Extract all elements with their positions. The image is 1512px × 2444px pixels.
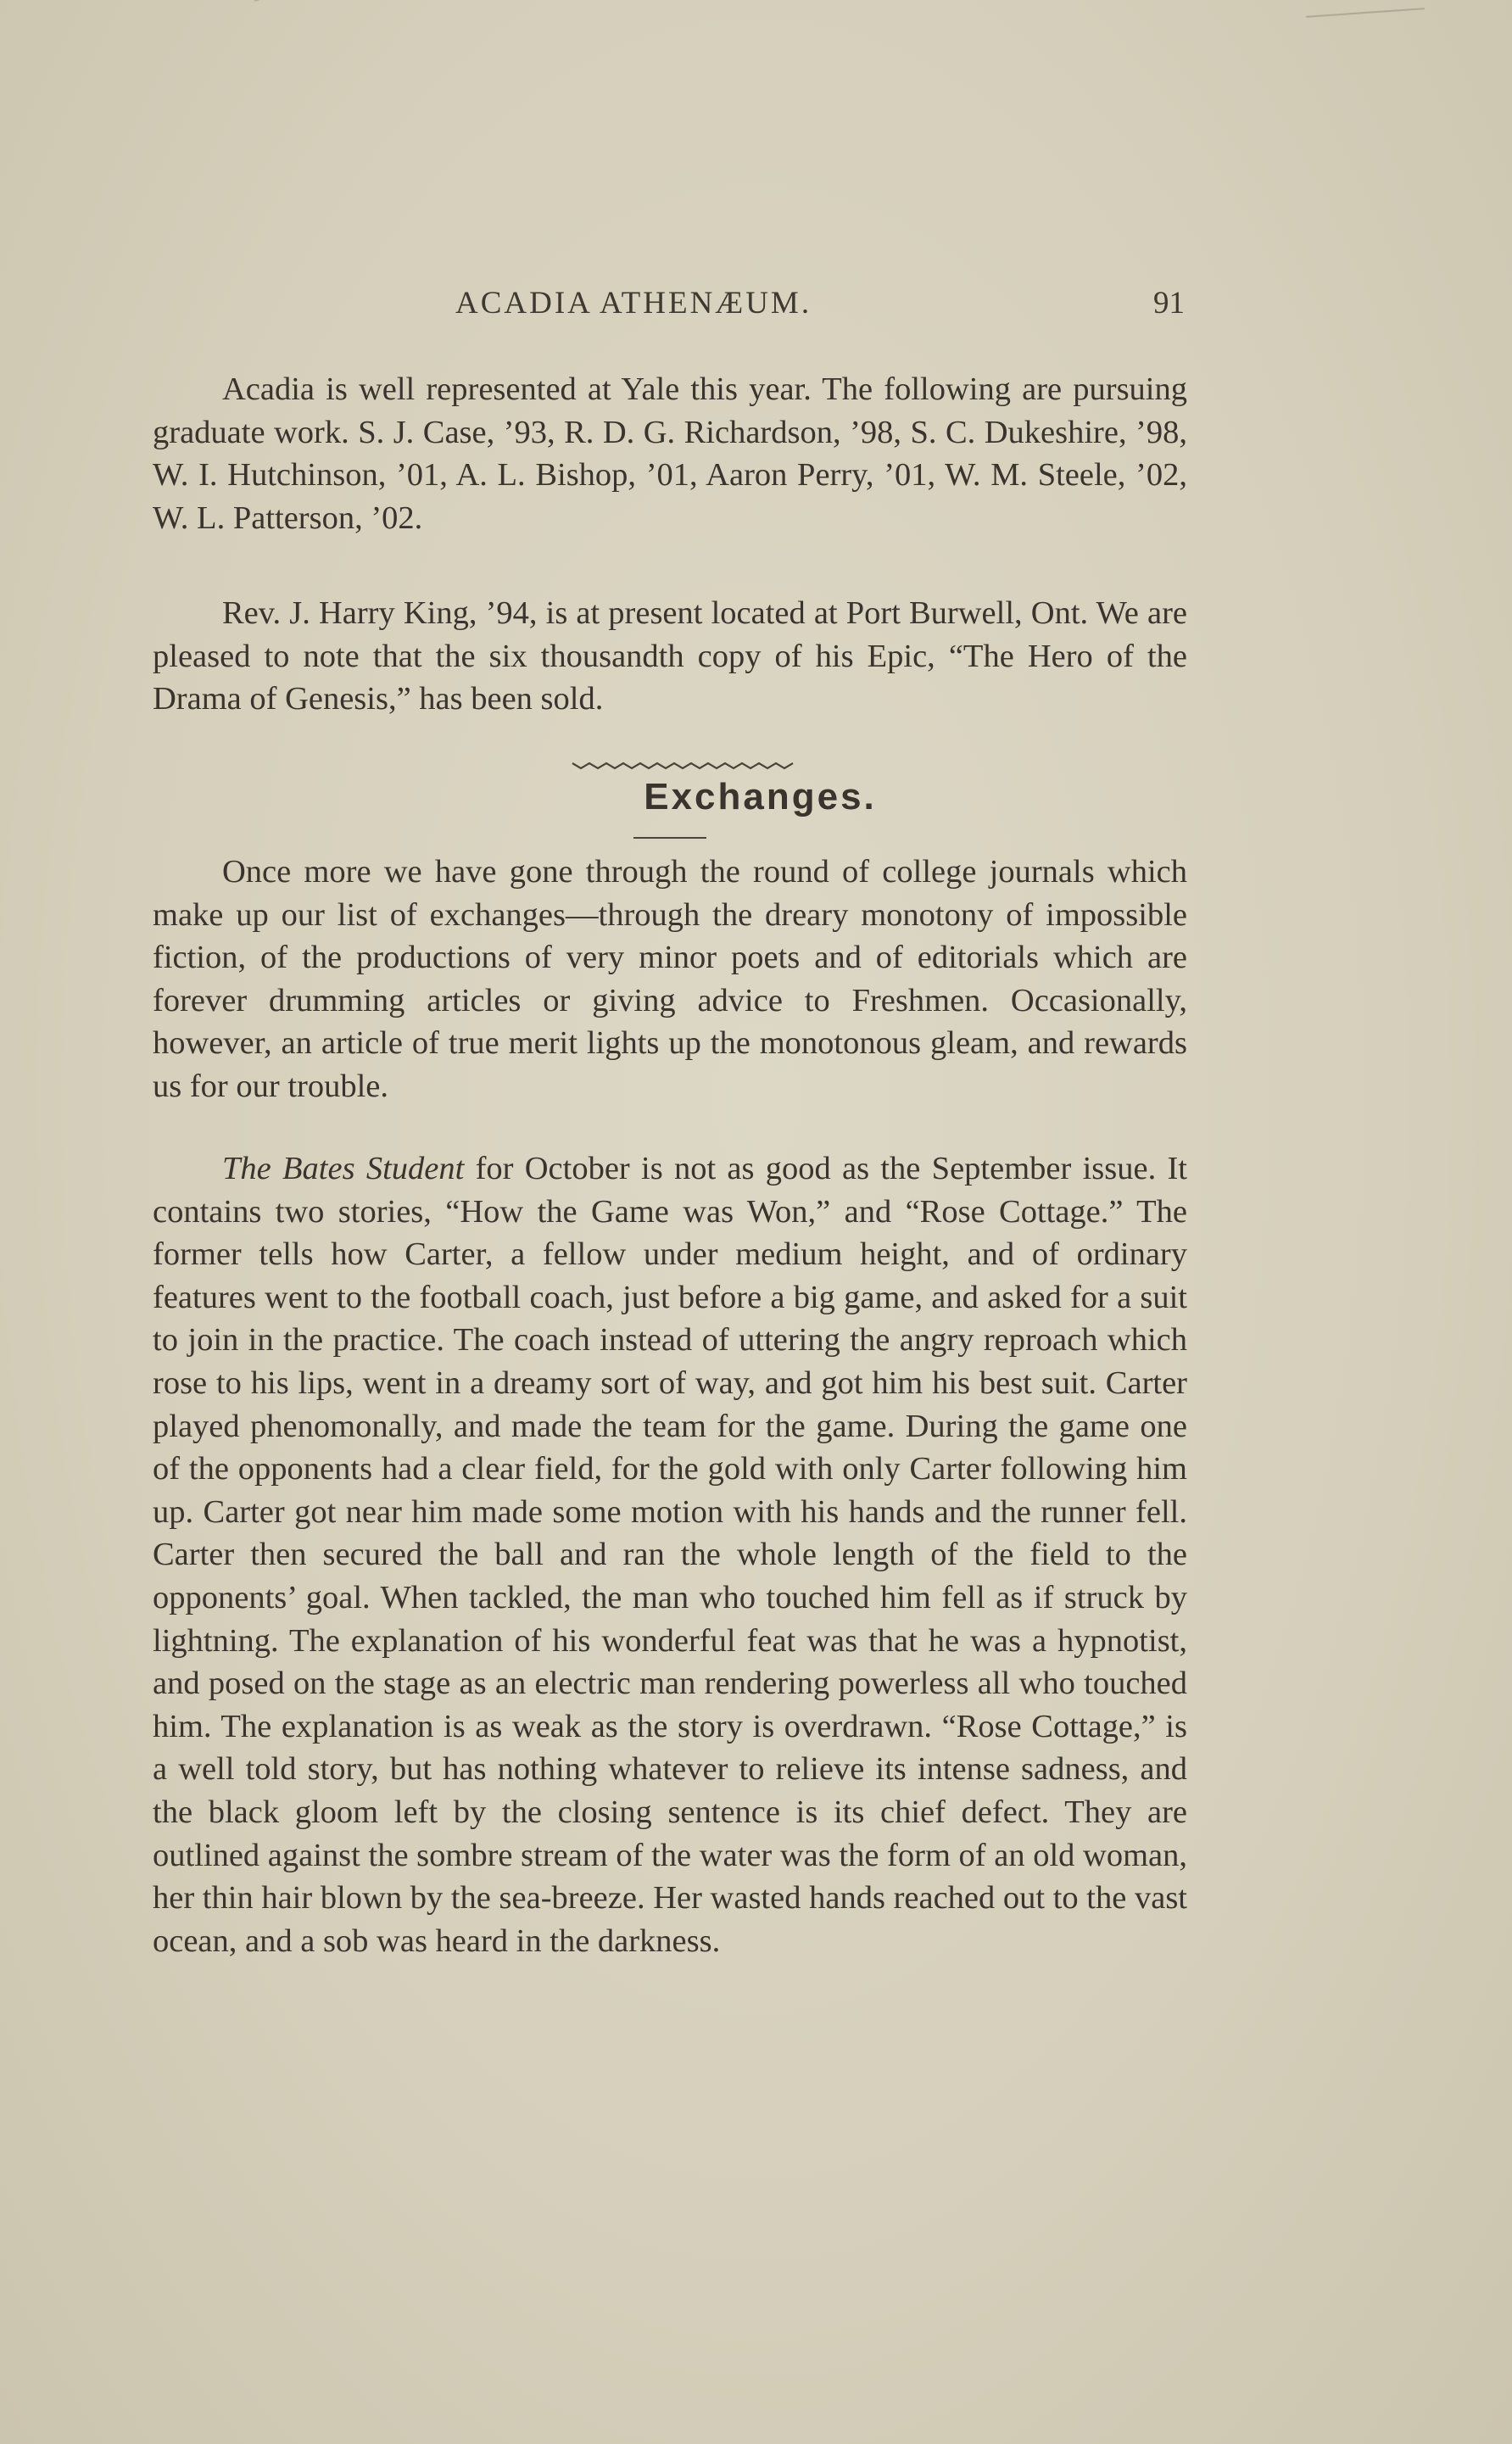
exchanges-paragraph-bates-student-text: for October is not as good as the September issue. It contains two stories, “How the Game was Won,” and “Rose Cottage.” The former tells how Carter, a fellow under medium height, and of ordinary features went to the football coach, just before a big game, and asked for a suit to join in the practice. The coach instead of uttering the angry reproach which rose to his lips, went in a dreamy sort of way, and got him his best suit. Carter played phenomonally, and made the team for the game. During the game one of the opponents had a clear field, for the gold with only Carter following him up. Carter got near him made some motion with his hands and the runner fell. Carter then secured the ball and ran the whole length of the field to the opponents’ goal. When tackled, the man who touched him fell as if struck by lightning. The explanation of his wonderful feat was that he was a hypnotist, and posed on the stage as an electric man rendering powerless all who touched him. The explanation is as weak as the story is overdrawn. “Rose Cottage,” is a well told story, but has nothing whatever to relieve its intense sadness, and the black gloom left by the closing sentence is its chief defect. They are outlined against the sombre stream of the water was the form of an old woman, her thin hair blown by the sea-breeze. Her wasted hands reached out to the vast ocean, and a sob was heard in the darkness. — [153, 1151, 1187, 1959]
ornament-divider — [568, 760, 797, 772]
section-heading-exchanges: Exchanges. — [644, 776, 877, 817]
page-edge-mark-right — [1306, 8, 1425, 18]
ornament-zigzag — [572, 763, 793, 768]
alumni-paragraph-yale: Acadia is well represented at Yale this year. The following are pursuing graduate work. S. J. Case, ’93, R. D. G. Richardson, ’98, S. C. Dukeshire, ’98, W. I. Hutchinson, ’01, A. L. Bishop, ’01, Aaron Perry, ’01, W. M. Steele, ’02, W. L. Patterson, ’02. — [153, 371, 1187, 536]
alumni-paragraph-king: Rev. J. Harry King, ’94, is at present located at Port Burwell, Ont. We are pleased to note that the six thousandth copy of his Epic, “The Hero of the Drama of Genesis,” has been sold. — [153, 595, 1187, 717]
running-title: ACADIA ATHENÆUM. — [455, 286, 812, 321]
heading-underline — [633, 837, 706, 839]
page-number: 91 — [1153, 286, 1185, 321]
journal-title-bates-student: The Bates Student — [222, 1151, 465, 1186]
exchanges-paragraph-intro: Once more we have gone through the round of college journals which make up our list of exchanges—through the dreary monotony of impossible fiction, of the productions of very minor poets and of editorials which are forever drumming articles or giving advice to Freshmen. Occasionally, however, an article of true merit lights up the monotonous gleam, and rewards us for our trouble. — [153, 854, 1187, 1104]
running-head — [154, 285, 1185, 327]
page-edge-mark-left — [254, 0, 304, 2]
exchanges-paragraph-bates-student — [153, 1147, 1187, 1962]
